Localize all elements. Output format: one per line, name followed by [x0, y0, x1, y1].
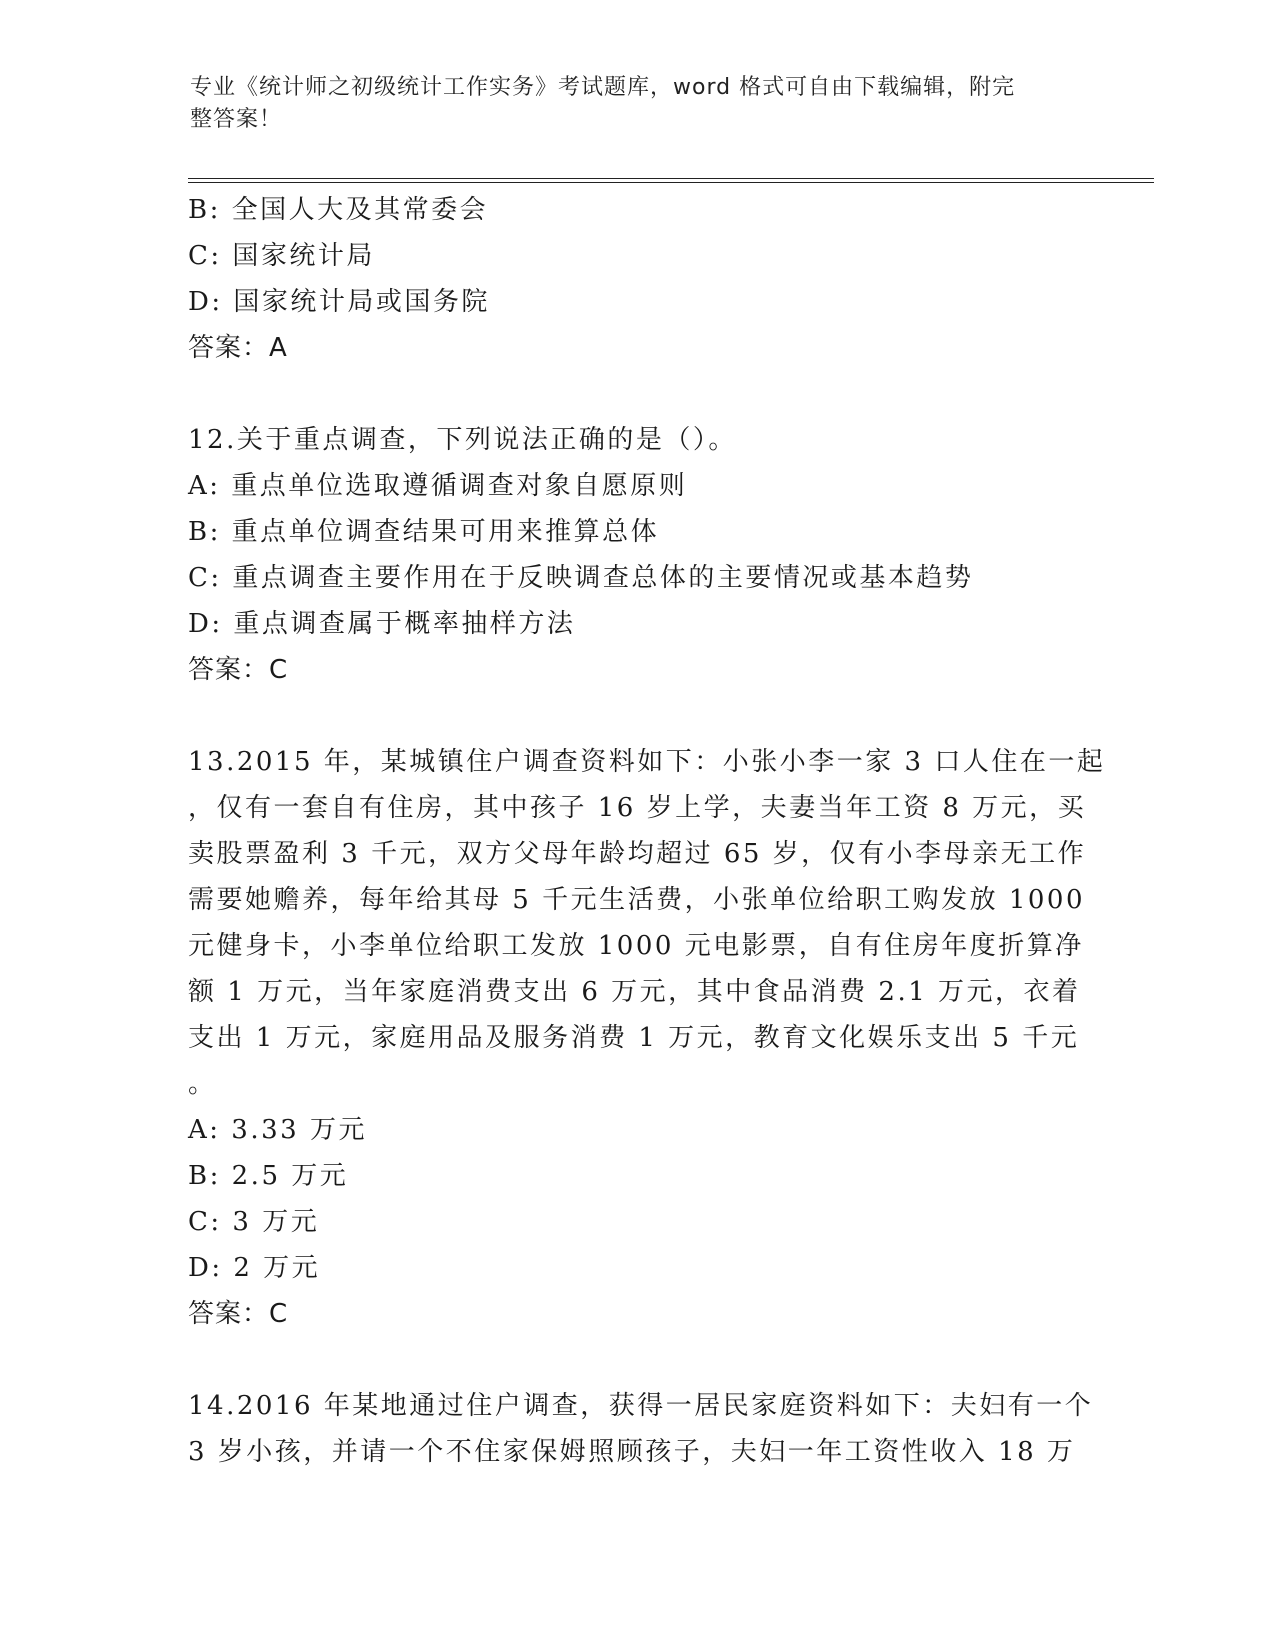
question-12 — [188, 417, 1088, 693]
spacer — [188, 1337, 1088, 1383]
q13-stem-line: ，仅有一套自有住房，其中孩子 16 岁上学，夫妻当年工资 8 万元，买 — [188, 793, 1087, 823]
q13-stem-line: 支出 1 万元，家庭用品及服务消费 1 万元，教育文化娱乐支出 5 千元 — [188, 1023, 1080, 1053]
q13-option-a: A: 3.33 万元 — [188, 1115, 367, 1145]
q13-option-b: B: 2.5 万元 — [188, 1161, 349, 1191]
question-content — [188, 187, 1106, 1475]
q12-option-d: D: 重点调查属于概率抽样方法 — [188, 609, 576, 639]
q13-stem-line: 额 1 万元，当年家庭消费支出 6 万元，其中食品消费 2.1 万元，衣着 — [188, 977, 1081, 1007]
q12-option-c: C: 重点调查主要作用在于反映调查总体的主要情况或基本趋势 — [188, 563, 974, 593]
q14-stem-line: 3 岁小孩，并请一个不住家保姆照顾孩子，夫妇一年工资性收入 18 万 — [188, 1437, 1076, 1467]
spacer — [188, 371, 1088, 417]
page-header — [190, 72, 1090, 136]
question-13 — [188, 739, 1106, 1337]
header-divider-bottom — [188, 182, 1154, 183]
q11-answer: 答案：A — [188, 333, 288, 363]
q13-answer: 答案：C — [188, 1299, 289, 1329]
q13-stem-line: 卖股票盈利 3 千元，双方父母年龄均超过 65 岁，仅有小李母亲无工作 — [188, 839, 1087, 869]
q13-stem-line: 。 — [188, 1069, 217, 1099]
q13-stem-line: 需要她赡养，每年给其母 5 千元生活费，小张单位给职工购发放 1000 — [188, 885, 1086, 915]
q13-stem-line: 元健身卡，小李单位给职工发放 1000 元电影票，自有住房年度折算净 — [188, 931, 1084, 961]
spacer — [188, 693, 1088, 739]
q13-option-d: D: 2 万元 — [188, 1253, 321, 1283]
q12-answer: 答案：C — [188, 655, 289, 685]
q13-option-c: C: 3 万元 — [188, 1207, 320, 1237]
q13-stem-line: 13.2015 年，某城镇住户调查资料如下：小张小李一家 3 口人住在一起 — [188, 747, 1106, 777]
header-divider-top — [188, 178, 1154, 179]
q14-stem-line: 14.2016 年某地通过住户调查，获得一居民家庭资料如下：夫妇有一个 — [188, 1391, 1094, 1421]
header-line-2: 整答案！ — [190, 107, 283, 132]
header-line-1: 专业《统计师之初级统计工作实务》考试题库，word 格式可自由下载编辑，附完 — [190, 75, 1016, 100]
question-14 — [188, 1383, 1094, 1475]
q12-option-a: A: 重点单位选取遵循调查对象自愿原则 — [188, 471, 688, 501]
q11-option-c: C: 国家统计局 — [188, 241, 375, 271]
q12-option-b: B: 重点单位调查结果可用来推算总体 — [188, 517, 660, 547]
q11-option-d: D: 国家统计局或国务院 — [188, 287, 490, 317]
question-11 — [188, 187, 1088, 371]
q12-stem: 12.关于重点调查，下列说法正确的是（）。 — [188, 425, 737, 455]
q11-option-b: B: 全国人大及其常委会 — [188, 195, 489, 225]
